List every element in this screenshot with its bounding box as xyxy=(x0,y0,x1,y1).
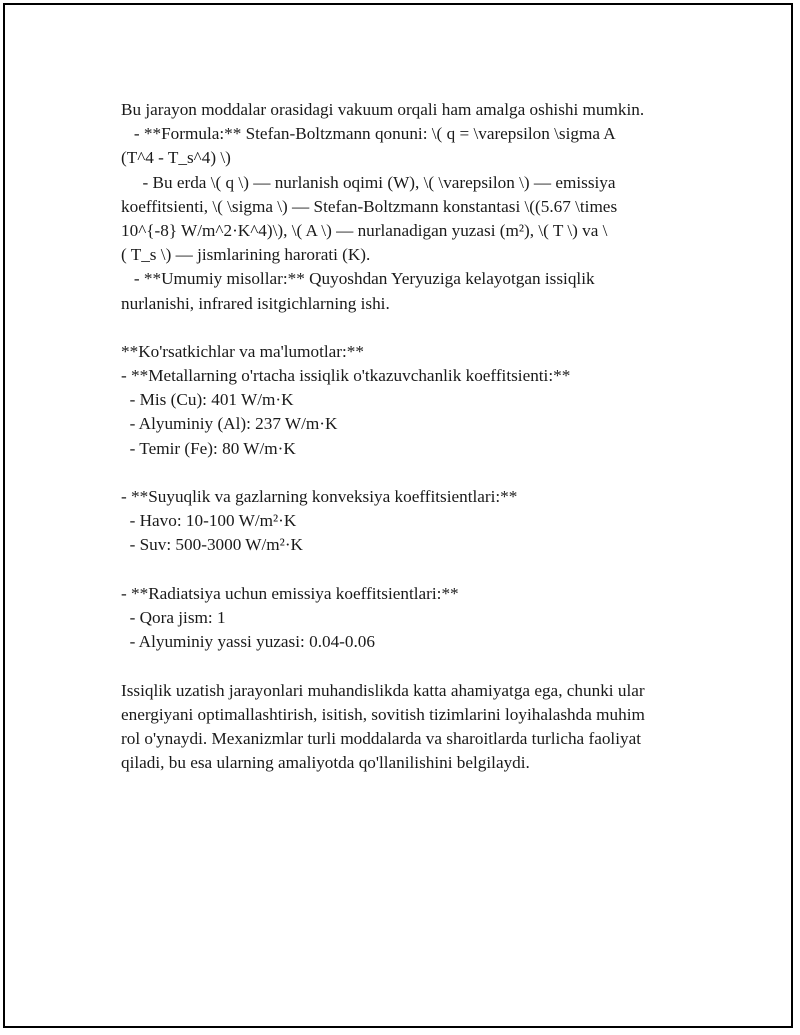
conclusion-line: energiyani optimallashtirish, isitish, sovitish tizimlarini loyihalashda muhim xyxy=(121,704,645,724)
list-subitem: - Qora jism: 1 xyxy=(121,607,226,627)
paragraph-gap xyxy=(121,654,691,678)
text-line: Bu jarayon moddalar orasidagi vakuum orqali ham amalga oshishi mumkin. xyxy=(121,100,645,119)
text-line: - Bu erda \( q \) — nurlanish oqimi (W), \( \varepsilon \) — emissiya xyxy=(121,172,616,192)
list-subitem: - Alyuminiy (Al): 237 W/m·K xyxy=(121,414,338,434)
list-subitem: - Temir (Fe): 80 W/m·K xyxy=(121,438,296,458)
section-heading: **Ko'rsatkichlar va ma'lumotlar:** xyxy=(121,341,364,361)
list-subitem: - Mis (Cu): 401 W/m·K xyxy=(121,390,294,410)
paragraph-gap xyxy=(121,558,691,582)
document-page xyxy=(3,3,793,1028)
text-line: nurlanishi, infrared isitgichlarning ishi. xyxy=(121,293,390,313)
list-item: - **Metallarning o'rtacha issiqlik o'tkazuvchanlik koeffitsienti:** xyxy=(121,366,571,386)
document-body xyxy=(121,98,691,775)
paragraph-gap xyxy=(121,461,691,485)
conclusion-line: qiladi, bu esa ularning amaliyotda qo'llanilishini belgilaydi. xyxy=(121,753,530,773)
conclusion-line: rol o'ynaydi. Mexanizmlar turli moddalarda va sharoitlarda turlicha faoliyat xyxy=(121,728,641,748)
formula-bullet: - **Formula:** Stefan-Boltzmann qonuni: \( q = \varepsilon \sigma A xyxy=(121,124,616,144)
list-subitem: - Suv: 500-3000 W/m²·K xyxy=(121,535,303,555)
text-line: 10^{-8} W/m^2·K^4)\), \( A \) — nurlanadigan yuzasi (m²), \( T \) va \ xyxy=(121,220,608,240)
text-line: koeffitsienti, \( \sigma \) — Stefan-Boltzmann konstantasi \((5.67 \times xyxy=(121,196,618,216)
list-subitem: - Havo: 10-100 W/m²·K xyxy=(121,511,297,531)
paragraph-gap xyxy=(121,316,691,340)
text-line: (T^4 - T_s^4) \) xyxy=(121,148,231,168)
list-item: - **Suyuqlik va gazlarning konveksiya koeffitsientlari:** xyxy=(121,487,518,506)
conclusion-line: Issiqlik uzatish jarayonlari muhandislikda katta ahamiyatga ega, chunki ular xyxy=(121,680,645,700)
list-item: - **Radiatsiya uchun emissiya koeffitsientlari:** xyxy=(121,583,459,603)
examples-bullet: - **Umumiy misollar:** Quyoshdan Yeryuziga kelayotgan issiqlik xyxy=(121,269,595,289)
text-line: ( T_s \) — jismlarining harorati (K). xyxy=(121,245,371,265)
list-subitem: - Alyuminiy yassi yuzasi: 0.04-0.06 xyxy=(121,632,375,652)
